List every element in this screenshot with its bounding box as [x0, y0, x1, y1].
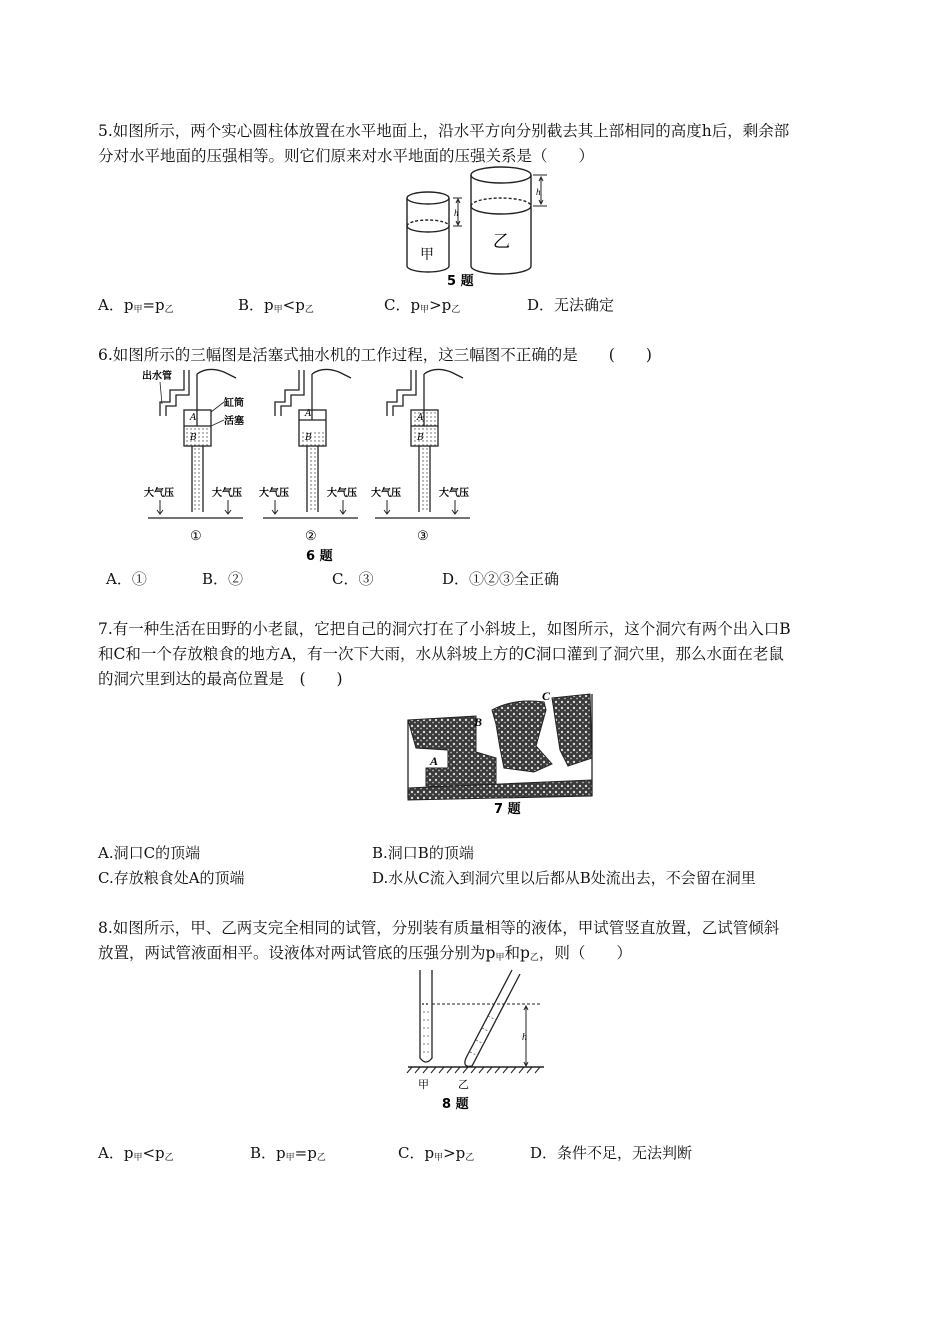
label-jia: 甲 [418, 1078, 429, 1091]
cylinder-yi [471, 167, 531, 274]
test-tube-jia [420, 970, 432, 1062]
q6-caption: 6 题 [306, 549, 333, 564]
label-piston: 活塞 [224, 416, 244, 427]
q8-stem-line1: 8.如图所示，甲、乙两支完全相同的试管，分别装有质量相等的液体，甲试管竖直放置，乙试管倾斜 [98, 919, 780, 937]
pump-2-number: ② [305, 529, 317, 544]
label-cylinder: 缸筒 [224, 398, 244, 409]
label-yi: 乙 [493, 232, 510, 252]
q6-option-d[interactable]: D．①②③全正确 [442, 570, 560, 588]
q8-option-a[interactable]: A．$p_甲<p_乙$ [98, 1144, 174, 1163]
burrow-label-c: C [542, 689, 551, 703]
burrow-soil [408, 694, 592, 800]
q7-stem-line2: 和C和一个存放粮食的地方A，有一次下大雨，水从斜坡上方的C洞口灌到了洞穴里，那么水面在老鼠 [98, 645, 784, 663]
burrow-label-a: A [430, 754, 439, 768]
test-tube-jia-liquid [423, 1012, 429, 1052]
ground [407, 1067, 544, 1073]
q7-option-c[interactable]: C.存放粮食处A的顶端 [98, 869, 245, 887]
q5-option-c[interactable]: C．$p_甲>p_乙$ [384, 296, 461, 315]
pump3-label-b: B [417, 433, 424, 443]
label-outlet-pipe: 出水管 [142, 371, 172, 382]
label-jia: 甲 [420, 247, 434, 263]
q8-caption: 8 题 [442, 1097, 469, 1112]
q8-option-c[interactable]: C．$p_甲>p_乙$ [398, 1144, 475, 1163]
pump1-label-b: B [190, 433, 197, 443]
q5-caption: 5 题 [447, 274, 474, 288]
q8-option-b[interactable]: B．$p_甲=p_乙$ [250, 1144, 326, 1163]
q5-stem-line1: 5.如图所示，两个实心圆柱体放置在水平地面上，沿水平方向分别截去其上部相同的高度h后，剩余部 [98, 122, 790, 140]
q7-option-d[interactable]: D.水从C流入到洞穴里以后都从B处流出去，不会留在洞里 [372, 869, 756, 887]
q6-figure [138, 364, 483, 566]
test-tube-yi-liquid [470, 1016, 496, 1056]
pump2-atm-left: 大气压 [259, 488, 289, 499]
h-label-yi: h [536, 187, 541, 197]
pump1-label-a: A [190, 413, 197, 423]
q5-option-b[interactable]: B．$p_甲<p_乙$ [238, 296, 314, 315]
pump3-atm-left: 大气压 [371, 488, 401, 499]
q7-stem-line3: 的洞穴里到达的最高位置是 ( ) [98, 670, 343, 688]
q7-option-a[interactable]: A.洞口C的顶端 [98, 844, 201, 862]
q7-option-b[interactable]: B.洞口B的顶端 [372, 844, 474, 862]
q7-figure [404, 688, 596, 816]
q5-figure [400, 162, 565, 288]
pump3-atm-right: 大气压 [439, 488, 469, 499]
q6-stem-line1: 6.如图所示的三幅图是活塞式抽水机的工作过程，这三幅图不正确的是 ( ) [98, 346, 652, 364]
pump3-label-a: A [417, 413, 424, 423]
q8-stem-line2: 放置，两试管液面相平。设液体对两试管底的压强分别为$p_甲$和$p_乙$，则（ ） [98, 944, 632, 963]
label-yi: 乙 [458, 1078, 469, 1091]
pump2-atm-right: 大气压 [327, 488, 357, 499]
q8-option-d[interactable]: D．条件不足，无法判断 [530, 1144, 693, 1162]
q5-stem-line2: 分对水平地面的压强相等。则它们原来对水平地面的压强关系是（ ） [98, 147, 595, 165]
burrow-label-b: B [474, 715, 483, 729]
q8-figure [404, 966, 549, 1114]
q7-caption: 7 题 [494, 802, 521, 816]
q6-option-b[interactable]: B．② [202, 570, 244, 588]
q6-option-a[interactable]: A．① [106, 570, 147, 588]
pump1-atm-right: 大气压 [212, 488, 242, 499]
q5-option-a[interactable]: A．$p_甲=p_乙$ [98, 296, 174, 315]
h-label: h [522, 1032, 527, 1043]
pump-3-number: ③ [417, 529, 429, 544]
pump2-label-b: B [305, 433, 312, 443]
q5-option-d[interactable]: D．无法确定 [527, 296, 615, 314]
pump1-atm-left: 大气压 [144, 488, 174, 499]
pump-1-number: ① [190, 529, 202, 544]
pump2-label-a: A [305, 409, 312, 419]
q6-option-c[interactable]: C．③ [332, 570, 374, 588]
q7-stem-line1: 7.有一种生活在田野的小老鼠，它把自己的洞穴打在了小斜坡上，如图所示，这个洞穴有两个出入口B [98, 620, 791, 638]
h-label-jia: h [454, 208, 459, 218]
